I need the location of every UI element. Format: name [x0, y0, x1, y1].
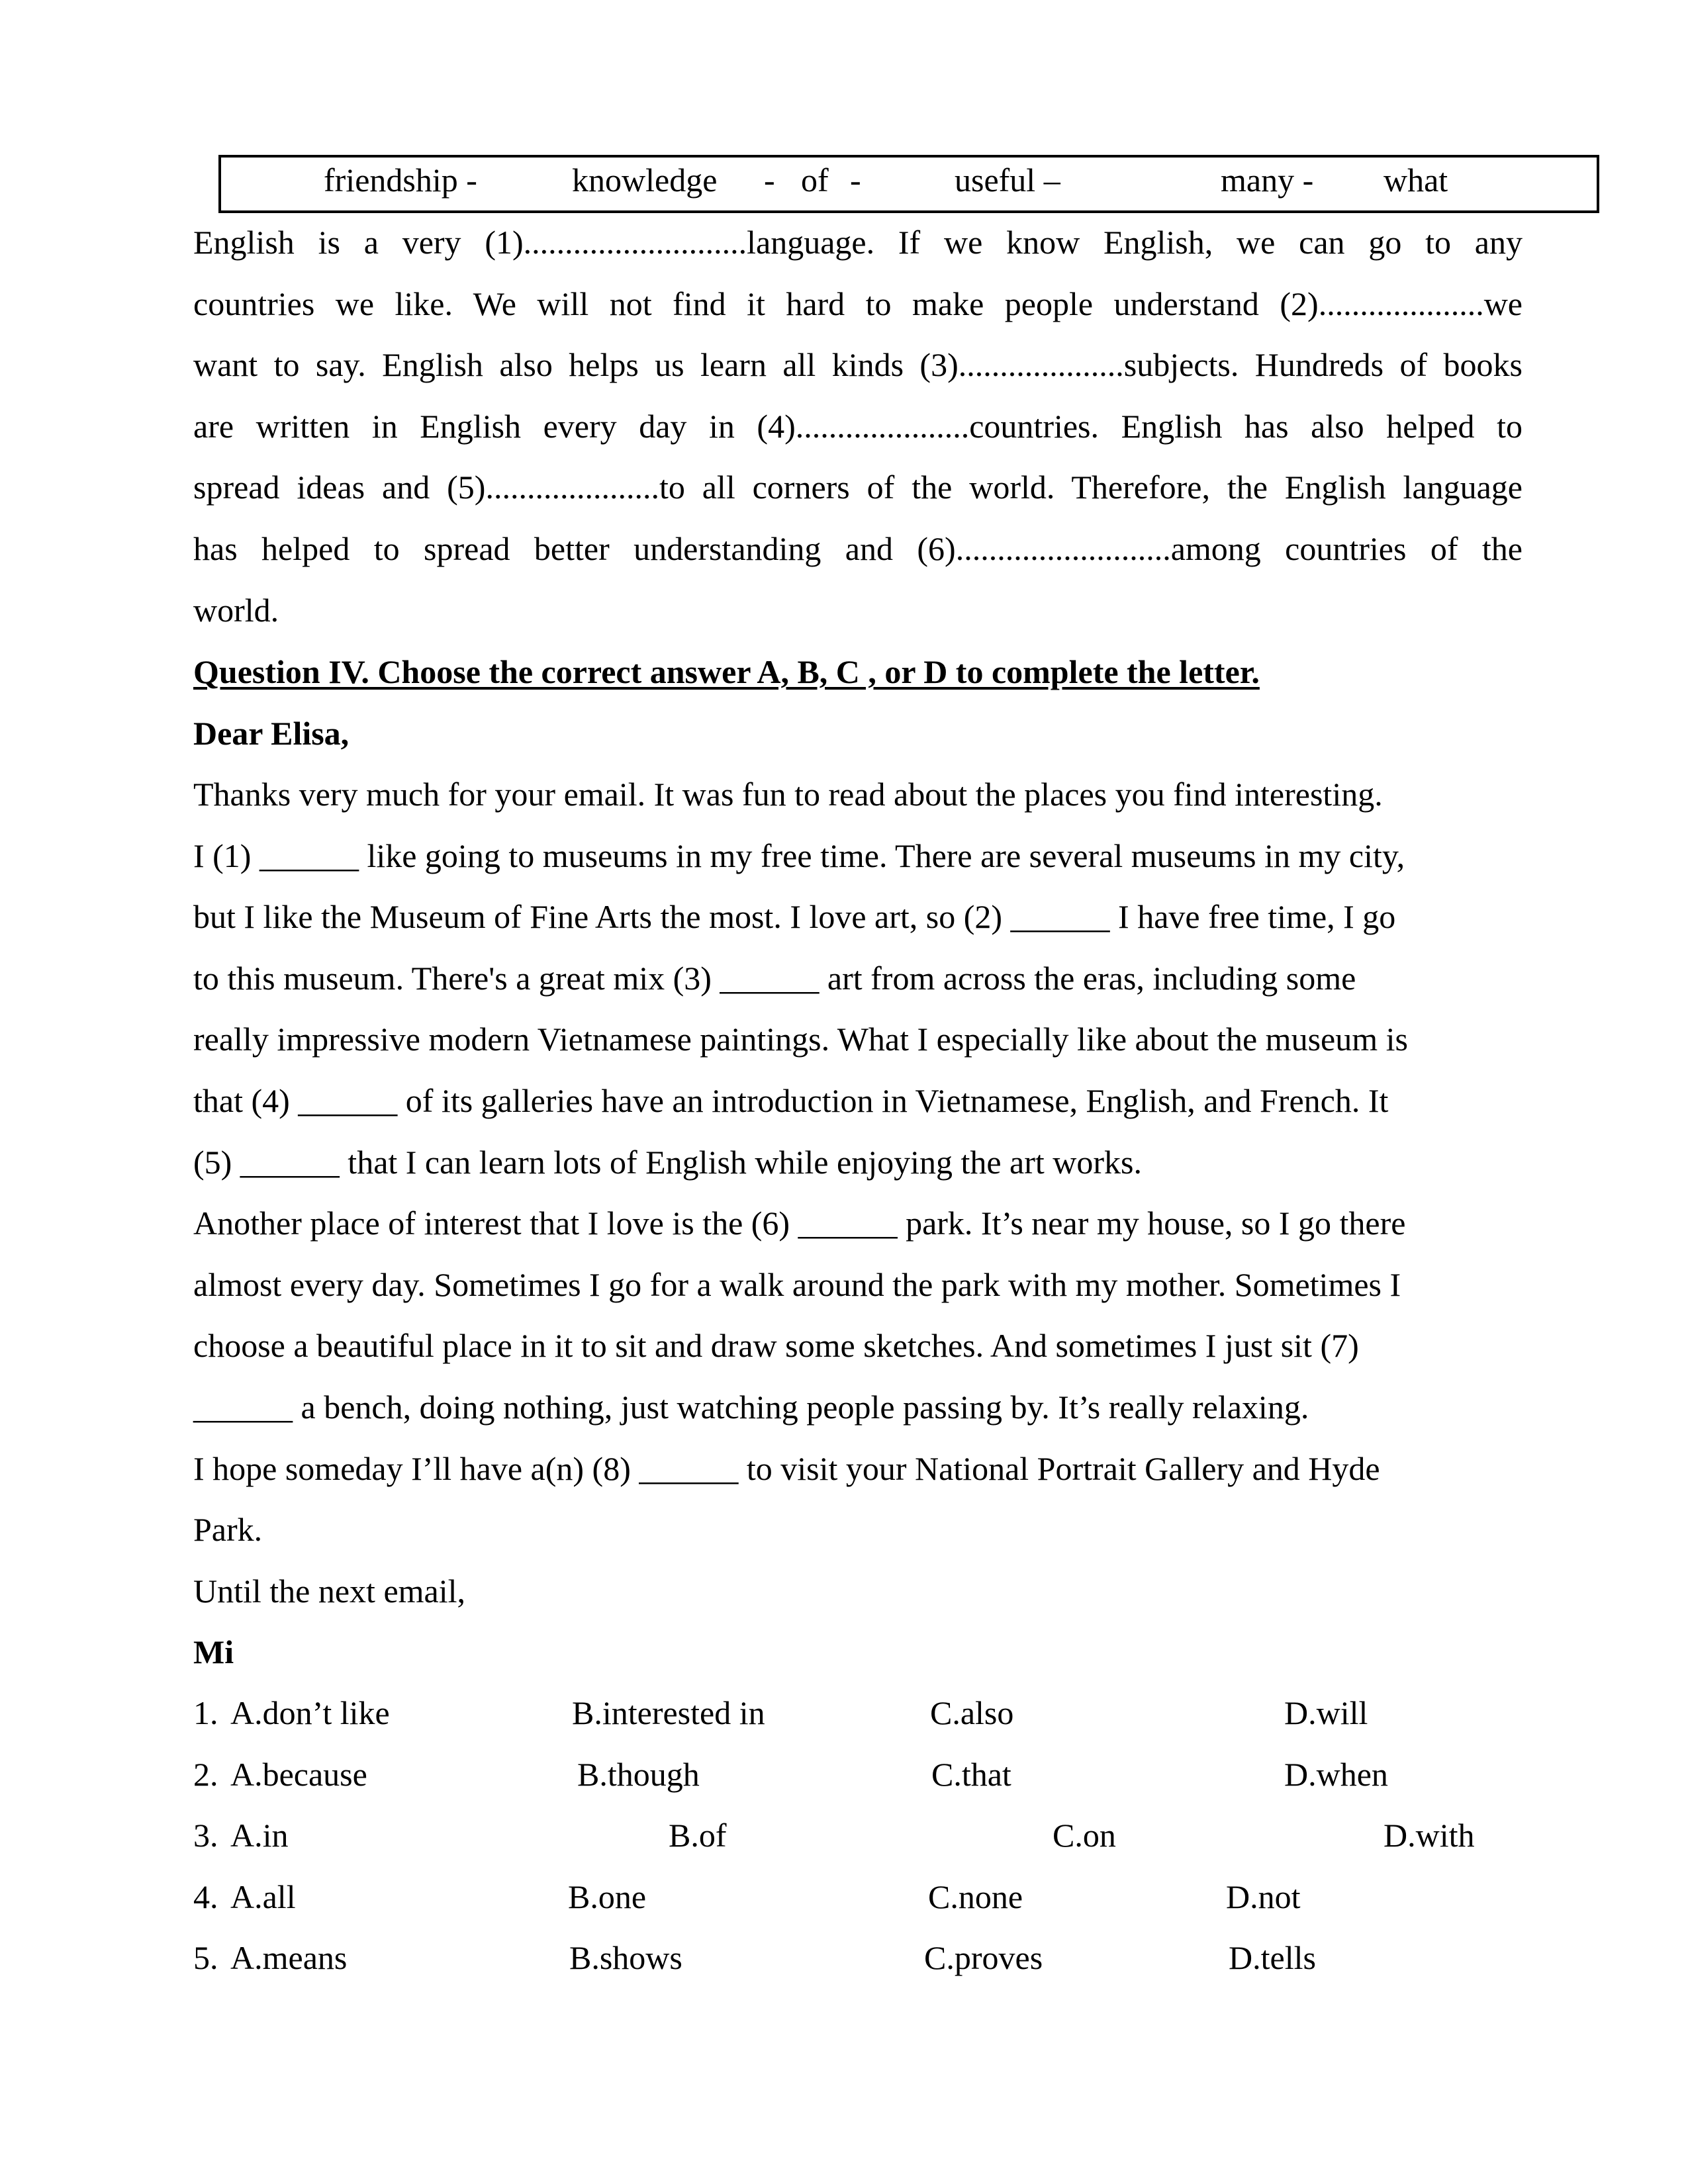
passage-line: countries we like. We will not find it hard to make people understand (2)....................we — [193, 285, 1523, 322]
question-number: 3. — [193, 1817, 218, 1854]
letter-line: (5) ______ that I can learn lots of English while enjoying the art works. — [193, 1144, 1143, 1181]
word-bank-item: - — [850, 161, 861, 199]
question-number: 5. — [193, 1939, 218, 1976]
option-c: C.that — [931, 1756, 1011, 1793]
letter-line: I (1) ______ like going to museums in my free time. There are several museums in my city, — [193, 837, 1405, 874]
question-number: 1. — [193, 1694, 218, 1731]
word-bank-item: - — [764, 161, 775, 199]
letter-line: I hope someday I’ll have a(n) (8) ______ to visit your National Portrait Gallery and Hyde — [193, 1450, 1380, 1487]
passage-line: spread ideas and (5).....................to all corners of the world. Therefore, the English language — [193, 469, 1523, 506]
letter-line: Another place of interest that I love is the (6) ______ park. It’s near my house, so I go there — [193, 1205, 1406, 1242]
word-bank-item: of — [801, 161, 829, 199]
word-bank-item: what — [1383, 161, 1448, 199]
letter-line: Thanks very much for your email. It was fun to read about the places you find interesting. — [193, 776, 1383, 813]
letter-line: but I like the Museum of Fine Arts the most. I love art, so (2) ______ I have free time, I go — [193, 898, 1396, 935]
option-c: C.also — [930, 1694, 1014, 1731]
passage-line: English is a very (1)...........................language. If we know English, we can go to any — [193, 224, 1523, 261]
option-b: B.interested in — [572, 1694, 765, 1731]
option-d: D.when — [1284, 1756, 1388, 1793]
letter-line: that (4) ______ of its galleries have an introduction in Vietnamese, English, and French. It — [193, 1082, 1389, 1119]
option-b: B.shows — [569, 1939, 682, 1976]
letter-line: Park. — [193, 1511, 263, 1548]
option-a: A.because — [230, 1756, 367, 1793]
option-a: A.in — [230, 1817, 289, 1854]
option-d: D.with — [1383, 1817, 1475, 1854]
option-a: A.don’t like — [230, 1694, 390, 1731]
word-bank-item: many - — [1221, 161, 1314, 199]
option-d: D.tells — [1229, 1939, 1316, 1976]
option-a: A.all — [230, 1878, 296, 1915]
letter-line: Until the next email, — [193, 1572, 466, 1610]
word-bank-box — [218, 155, 1599, 213]
passage-line: are written in English every day in (4).....................countries. English has also helped to — [193, 408, 1523, 445]
passage-line: has helped to spread better understanding and (6)..........................among countries of the — [193, 530, 1523, 567]
option-b: B.one — [568, 1878, 647, 1915]
passage-line: want to say. English also helps us learn all kinds (3)....................subjects. Hundreds of books — [193, 346, 1523, 383]
letter-line: ______ a bench, doing nothing, just watching people passing by. It’s really relaxing. — [193, 1388, 1309, 1426]
question-heading: Question IV. Choose the correct answer A, B, C , or D to complete the letter. — [193, 653, 1260, 690]
option-c: C.proves — [924, 1939, 1043, 1976]
option-a: A.means — [230, 1939, 348, 1976]
letter-line: choose a beautiful place in it to sit and draw some sketches. And sometimes I just sit (7) — [193, 1327, 1359, 1364]
letter-greeting: Dear Elisa, — [193, 715, 350, 752]
word-bank-item: friendship - — [324, 161, 477, 199]
option-c: C.on — [1053, 1817, 1116, 1854]
option-c: C.none — [928, 1878, 1023, 1915]
letter-line: to this museum. There's a great mix (3) ______ art from across the eras, including some — [193, 960, 1356, 997]
question-number: 4. — [193, 1878, 218, 1915]
passage-line: world. — [193, 592, 279, 629]
option-d: D.will — [1284, 1694, 1368, 1731]
option-b: B.though — [577, 1756, 700, 1793]
question-number: 2. — [193, 1756, 218, 1793]
option-d: D.not — [1226, 1878, 1301, 1915]
option-b: B.of — [669, 1817, 727, 1854]
letter-line: almost every day. Sometimes I go for a walk around the park with my mother. Sometimes I — [193, 1266, 1401, 1303]
word-bank-item: useful – — [955, 161, 1060, 199]
word-bank-item: knowledge — [572, 161, 718, 199]
letter-line: really impressive modern Vietnamese paintings. What I especially like about the museum is — [193, 1021, 1408, 1058]
letter-signature: Mi — [193, 1633, 234, 1670]
